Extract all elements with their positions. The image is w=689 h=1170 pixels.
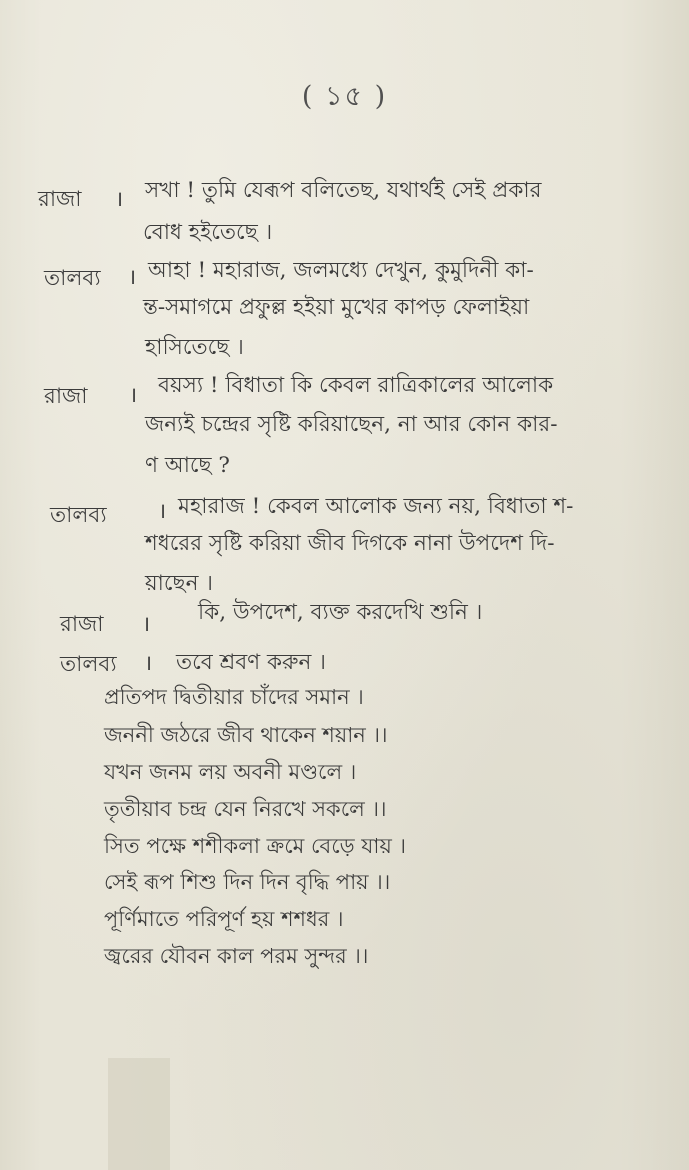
verse-line: সেই ৰূপ শিশু দিন দিন বৃদ্ধি পায় ।।	[104, 870, 391, 894]
speech-line: ণ আছে ?	[145, 453, 230, 478]
verse-line: জ্বরের যৌবন কাল পরম সুন্দর ।।	[104, 944, 369, 968]
speech-line: সখা ! তুমি যেৰূপ বলিতেছ, যথার্থই সেই প্রকার	[145, 178, 542, 203]
speech-line: ন্ত-সমাগমে প্রফুল্ল হইয়া মুখের কাপড় ফেলাইয়া	[143, 295, 530, 320]
paper-stain	[108, 1058, 170, 1170]
page-number: ( ১৫ )	[301, 81, 388, 112]
speech-line: আহা ! মহারাজ, জলমধ্যে দেখুন, কুমুদিনী কা-	[148, 258, 534, 283]
verse-line: যখন জনম লয় অবনী মণ্ডলে ।	[104, 760, 357, 784]
speaker-name: তালব্য	[60, 652, 117, 677]
speaker-separator: ।	[142, 612, 151, 637]
speaker-separator: ।	[128, 265, 137, 290]
speaker-name: রাজা	[60, 612, 104, 637]
verse-line: সিত পক্ষে শশীকলা ক্রমে বেড়ে যায় ।	[104, 834, 407, 858]
speaker-separator: ।	[115, 187, 124, 212]
speech-line: বোধ হইতেছে ।	[143, 220, 273, 245]
speaker-separator: ।	[129, 383, 138, 408]
speech-line: মহারাজ ! কেবল আলোক জন্য নয়, বিধাতা শ-	[178, 494, 574, 519]
speaker-name: রাজা	[44, 384, 88, 409]
speech-line: তবে শ্রবণ করুন ।	[176, 650, 326, 675]
speech-line: হাসিতেছে ।	[145, 335, 244, 360]
verse-line: তৃতীয়াব চন্দ্র যেন নিরখে সকলে ।।	[104, 797, 387, 821]
verse-line: প্রতিপদ দ্বিতীয়ার চাঁদের সমান ।	[104, 685, 364, 709]
speaker-name: তালব্য	[50, 503, 107, 528]
verse-line: পূর্ণিমাতে পরিপূর্ণ হয় শশধর ।	[104, 907, 344, 931]
speech-line: য়াছেন ।	[145, 571, 213, 596]
speaker-name: রাজা	[38, 187, 82, 212]
verse-line: জননী জঠরে জীব থাকেন শয়ান ।।	[104, 723, 388, 747]
speech-line: কি, উপদেশ, ব্যক্ত করদেখি শুনি ।	[198, 600, 483, 625]
speaker-name: তালব্য	[44, 266, 101, 291]
speaker-separator: ।	[158, 499, 167, 524]
speaker-separator: ।	[144, 651, 153, 676]
speech-line: জন্যই চন্দ্রের সৃষ্টি করিয়াছেন, না আর কোন কার-	[145, 412, 558, 437]
speech-line: শধরের সৃষ্টি করিয়া জীব দিগকে নানা উপদেশ দি-	[145, 531, 555, 556]
speech-line: বয়স্য ! বিধাতা কি কেবল রাত্রিকালের আলোক	[158, 373, 554, 398]
